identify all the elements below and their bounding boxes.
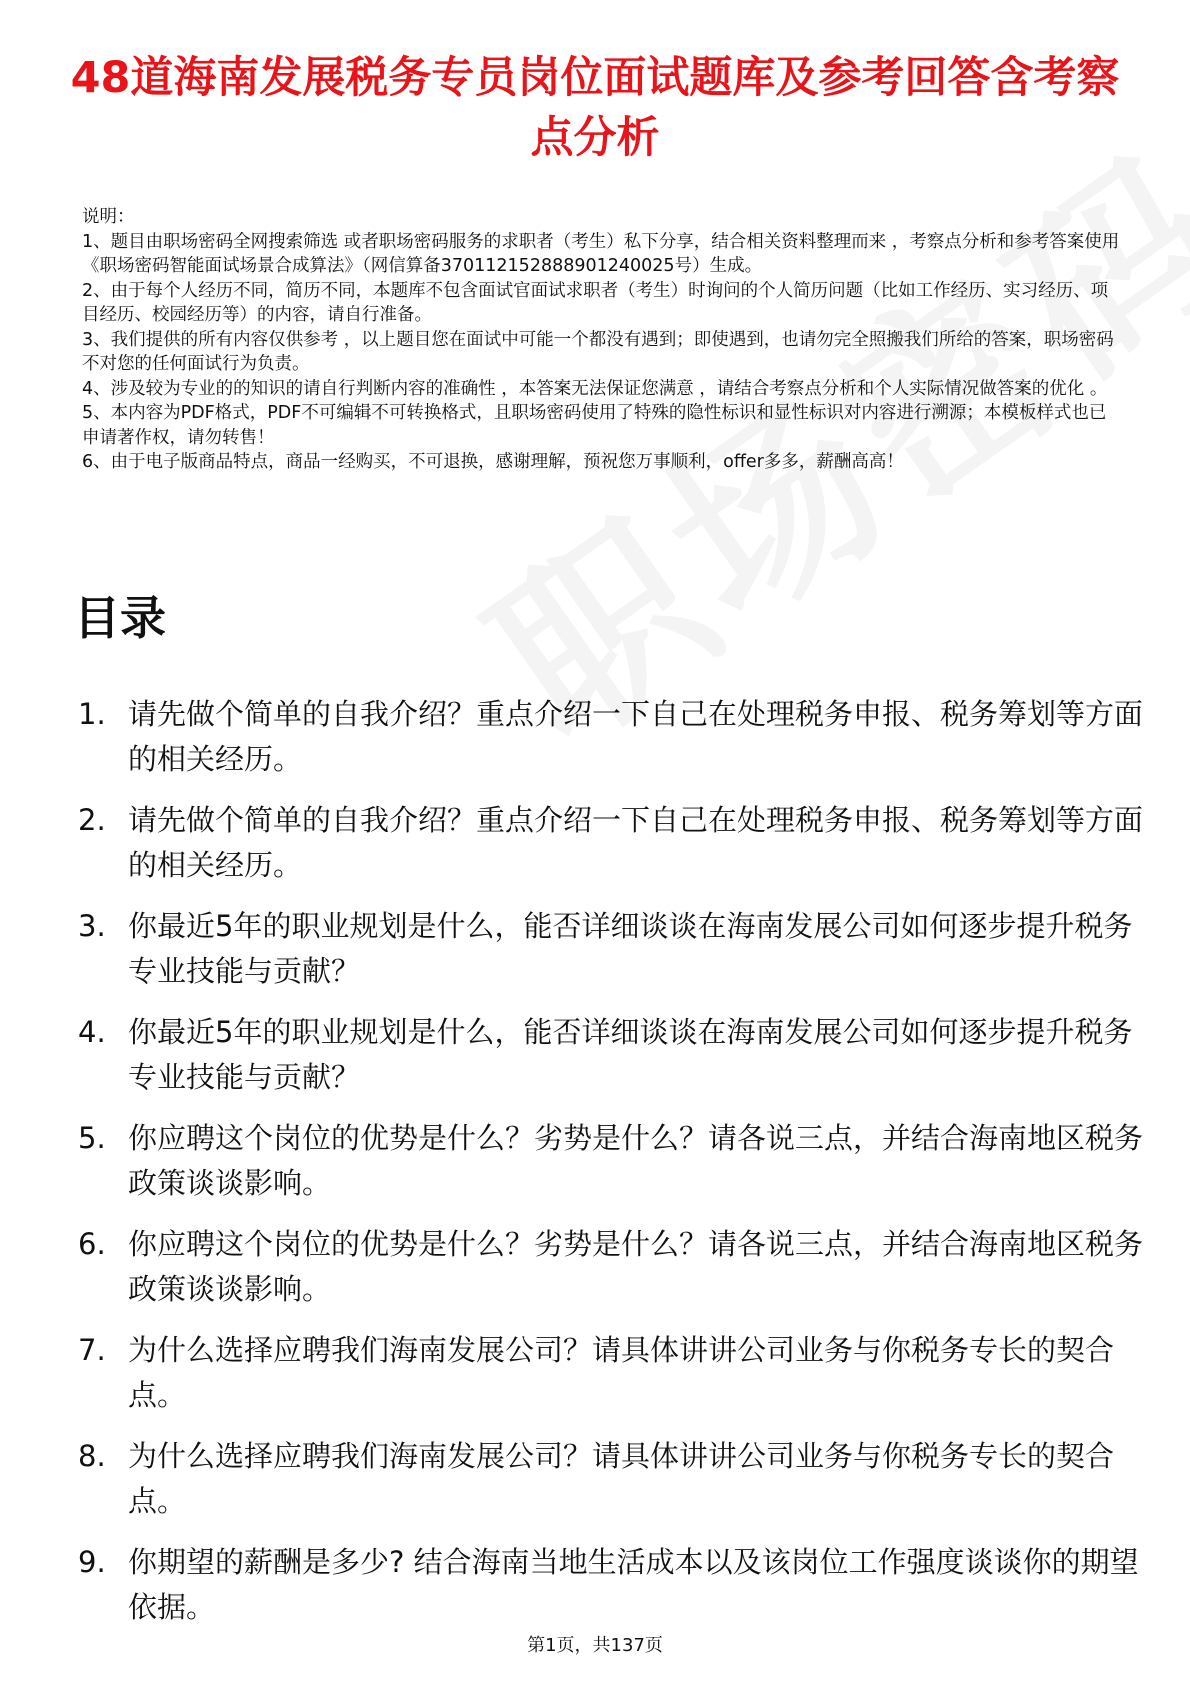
note-item-5: 5、本内容为PDF格式，PDF不可编辑不可转换格式，且职场密码使用了特殊的隐性标识和显性标识对内容进行溯源；本模板样式也已申请著作权，请勿转售！: [82, 403, 1107, 448]
toc-item-number: 7.: [78, 1333, 106, 1367]
page-footer: 第1页，共137页: [527, 1635, 663, 1656]
toc-item-number: 9.: [78, 1545, 106, 1579]
toc-item-number: 8.: [78, 1439, 106, 1473]
toc-item-text: 你应聘这个岗位的优势是什么？劣势是什么？请各说三点，并结合海南地区税务政策谈谈影响。: [128, 1227, 1144, 1306]
toc-item-5[interactable]: [78, 1116, 1148, 1222]
toc-item-text: 你最近5年的职业规划是什么，能否详细谈谈在海南发展公司如何逐步提升税务专业技能与贡献？: [128, 1015, 1133, 1094]
toc-heading: 目录: [74, 591, 166, 645]
note-item-2: 2、由于每个人经历不同，简历不同，本题库不包含面试官面试求职者（考生）时询问的个人简历问题（比如工作经历、实习经历、项目经历、校园经历等）的内容，请自行准备。: [82, 280, 1109, 325]
toc-item-6[interactable]: [78, 1222, 1148, 1328]
toc-item-number: 3.: [78, 909, 106, 943]
toc-item-8[interactable]: [78, 1434, 1148, 1540]
note-item-4: 4、涉及较为专业的的知识的请自行判断内容的准确性 ，本答案无法保证您满意 ，请结合考察点分析和个人实际情况做答案的优化 。: [82, 378, 1108, 399]
toc-item-text: 为什么选择应聘我们海南发展公司？请具体讲讲公司业务与你税务专长的契合点。: [128, 1439, 1115, 1518]
note-item-6: 6、由于电子版商品特点，商品一经购买，不可退换，感谢理解，预祝您万事顺利，offer多多，薪酬高高！: [82, 452, 904, 472]
toc-item-9[interactable]: [78, 1540, 1148, 1646]
toc-item-number: 1.: [78, 697, 106, 731]
toc-item-text: 为什么选择应聘我们海南发展公司？请具体讲讲公司业务与你税务专长的契合点。: [128, 1333, 1115, 1412]
toc-item-number: 4.: [78, 1015, 106, 1049]
toc-item-text: 请先做个简单的自我介绍？重点介绍一下自己在处理税务申报、税务筹划等方面的相关经历。: [128, 697, 1144, 776]
toc-item-text: 请先做个简单的自我介绍？重点介绍一下自己在处理税务申报、税务筹划等方面的相关经历。: [128, 803, 1144, 882]
toc-item-text: 你期望的薪酬是多少? 结合海南当地生活成本以及该岗位工作强度谈谈你的期望依据。: [128, 1545, 1139, 1624]
toc-item-text: 你应聘这个岗位的优势是什么？劣势是什么？请各说三点，并结合海南地区税务政策谈谈影响。: [128, 1121, 1144, 1200]
toc-item-number: 5.: [78, 1121, 106, 1155]
toc-list: [78, 692, 1148, 1646]
toc-item-number: 6.: [78, 1227, 106, 1261]
toc-item-4[interactable]: [78, 1010, 1148, 1116]
document-title: 48道海南发展税务专员岗位面试题库及参考回答含考察点分析: [70, 53, 1120, 163]
note-item-1: 1、题目由职场密码全网搜索筛选 或者职场密码服务的求职者（考生）私下分享，结合相关资料整理而来 ，考察点分析和参考答案使用《职场密码智能面试场景合成算法》（网信算备370112152888901240025号）生成。: [82, 231, 1120, 276]
toc-item-7[interactable]: [78, 1328, 1148, 1434]
toc-item-number: 2.: [78, 803, 106, 837]
notes-heading: 说明：: [82, 207, 135, 227]
toc-item-1[interactable]: [78, 692, 1148, 798]
toc-item-text: 你最近5年的职业规划是什么，能否详细谈谈在海南发展公司如何逐步提升税务专业技能与贡献？: [128, 909, 1133, 988]
toc-item-2[interactable]: [78, 798, 1148, 904]
note-item-3: 3、我们提供的所有内容仅供参考 ，以上题目您在面试中可能一个都没有遇到；即使遇到，也请勿完全照搬我们所给的答案，职场密码不对您的任何面试行为负责。: [82, 329, 1114, 374]
toc-item-3[interactable]: [78, 904, 1148, 1010]
notes-section: [82, 205, 1122, 475]
